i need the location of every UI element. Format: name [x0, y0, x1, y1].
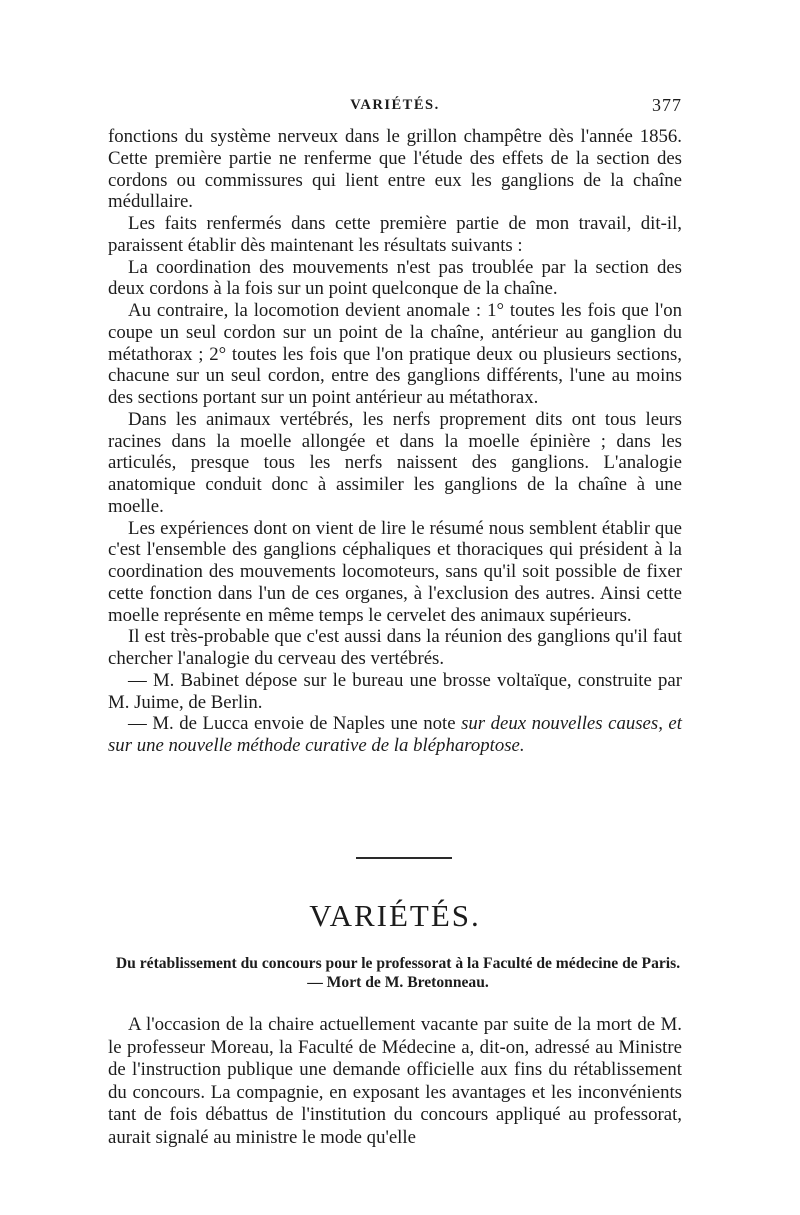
article-text — [108, 1014, 682, 1150]
article-heading: Du rétablissement du concours pour le professorat à la Faculté de médecine de Paris. — Mort de M. Bretonneau. — [115, 955, 681, 991]
running-head — [108, 97, 682, 121]
body-paragraph: Dans les animaux vertébrés, les nerfs proprement dits ont tous leurs racines dans la moelle allongée et dans la moelle épinière ; dans les articulés, presque tous les nerfs naissent des ganglions. L'analogie anatomique conduit donc à assimiler les ganglions de la chaîne à une moelle. — [108, 408, 682, 517]
section-divider — [356, 857, 452, 859]
running-title: VARIÉTÉS. — [350, 97, 440, 113]
body-paragraph: Il est très-probable que c'est aussi dans la réunion des ganglions qu'il faut chercher l'analogie du cerveau des vertébrés. — [108, 626, 682, 669]
page-number: 377 — [652, 95, 682, 115]
body-text — [108, 126, 682, 757]
lucca-note-title: sur deux nouvelles causes, et sur une nouvelle méthode curative de la blépharoptose. — [108, 713, 682, 756]
body-paragraph-lucca — [108, 713, 682, 757]
body-paragraph: Les expériences dont on vient de lire le résumé nous semblent établir que c'est l'ensemble des ganglions céphaliques et thoraciques qui président à la coordination des mouvements locomoteurs, sans qu'il soit possible de fixer cette fonction dans l'un de ces organes, à l'exclusion des autres. Ainsi cette moelle représente en même temps le cervelet des animaux supérieurs. — [108, 517, 682, 626]
body-paragraph: La coordination des mouvements n'est pas troublée par la section des deux cordons à la fois sur un point quelconque de la chaîne. — [108, 256, 682, 300]
body-paragraph: Les faits renfermés dans cette première partie de mon travail, dit-il, paraissent établir dès maintenant les résultats suivants : — [108, 213, 682, 256]
section-title: VARIÉTÉS. — [309, 898, 481, 933]
body-paragraph: — M. Babinet dépose sur le bureau une brosse voltaïque, construite par M. Juime, de Berlin. — [108, 669, 682, 713]
article-paragraph: A l'occasion de la chaire actuellement vacante par suite de la mort de M. le professeur Moreau, la Faculté de Médecine a, dit-on, adressé au Ministre de l'instruction publique une demande officielle aux fins du rétablissement du concours. La compagnie, en exposant les avantages et les inconvénients tant de fois débattus de l'institution du concours appliqué au professorat, aurait signalé au ministre le mode qu'elle — [108, 1014, 682, 1148]
body-paragraph: Au contraire, la locomotion devient anomale : 1° toutes les fois que l'on coupe un seul cordon sur un point de la chaîne, antérieur au ganglion du métathorax ; 2° toutes les fois que l'on pratique deux ou plusieurs sections, chacune sur un seul cordon, entre des ganglions différents, l'une au moins des sections portant sur un point antérieur au métathorax. — [108, 300, 682, 408]
lucca-lead: — M. de Lucca envoie de Naples une note — [128, 713, 462, 735]
body-paragraph: fonctions du système nerveux dans le grillon champêtre dès l'année 1856. Cette première partie ne renferme que l'étude des effets de la section des cordons ou commissures qui lient entre eux les ganglions de la chaîne médullaire. — [108, 126, 682, 213]
